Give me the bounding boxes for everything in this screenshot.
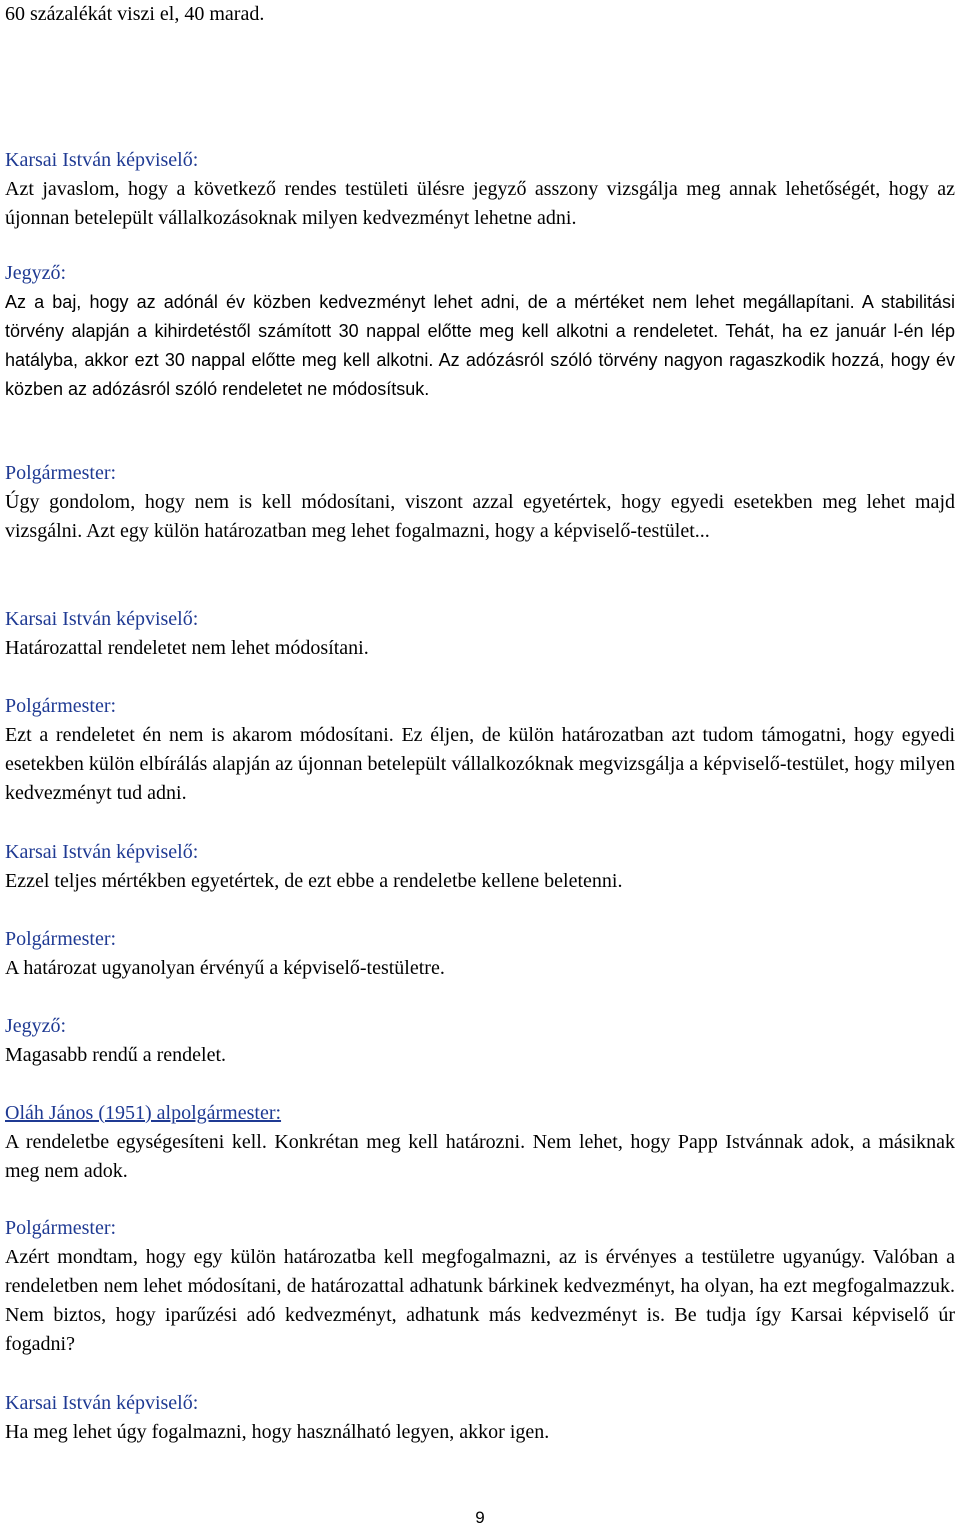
speaker-label: Polgármester: <box>5 695 117 717</box>
speaker-label: Karsai István képviselő: <box>5 841 199 863</box>
statement-text: Ha meg lehet úgy fogalmazni, hogy használható legyen, akkor igen. <box>5 1421 550 1443</box>
page-number: 9 <box>475 1508 485 1527</box>
statement-text: Ezzel teljes mértékben egyetértek, de ezt ebbe a rendeletbe kellene beletenni. <box>5 870 623 892</box>
statement-text: Ezt a rendeletet én nem is akarom módosítani. Ez éljen, de külön határozatban azt tudom támogatni, hogy egyedi esetekben külön elbírálás alapján az újonnan betelepült vállalkozóknak megvizsgálja a képviselő-testület, hogy milyen kedvezményt tud adni. <box>5 724 955 804</box>
entry-karsai-2 <box>5 605 955 663</box>
entry-polgarmester-2 <box>5 692 955 808</box>
speaker-label: Karsai István képviselő: <box>5 1392 199 1414</box>
statement-text: Azért mondtam, hogy egy külön határozatba kell megfogalmazni, az is érvényes a testületre ugyanúgy. Valóban a rendeletben nem lehet módosítani, de határozattal adhatunk bárkinek kedvezményt, ha olyan, ha ezt megfogalmazzuk. Nem biztos, hogy iparűzési adó kedvezményt, adhatunk más kedvezményt is. Be tudja így Karsai képviselő úr fogadni? <box>5 1246 955 1355</box>
entry-jegyzo-2 <box>5 1012 955 1070</box>
speaker-label: Polgármester: <box>5 928 117 950</box>
speaker-label: Karsai István képviselő: <box>5 149 199 171</box>
speaker-label: Polgármester: <box>5 462 117 484</box>
statement-text: Magasabb rendű a rendelet. <box>5 1044 227 1066</box>
entry-karsai-1 <box>5 146 955 233</box>
statement-text: A rendeletbe egységesíteni kell. Konkrétan meg kell határozni. Nem lehet, hogy Papp Istvánnak adok, a másiknak meg nem adok. <box>5 1131 955 1182</box>
entry-karsai-4 <box>5 1389 955 1447</box>
statement-text: Úgy gondolom, hogy nem is kell módosítani, viszont azzal egyetértek, hogy egyedi esetekben meg lehet majd vizsgálni. Azt egy külön határozatban meg lehet fogalmazni, hogy a képviselő-testület... <box>5 491 955 542</box>
speaker-label: Polgármester: <box>5 1217 117 1239</box>
entry-karsai-3 <box>5 838 955 896</box>
statement-text: Határozattal rendeletet nem lehet módosítani. <box>5 637 369 659</box>
statement-text: Azt javaslom, hogy a következő rendes testületi ülésre jegyző asszony vizsgálja meg annak lehetőségét, hogy az újonnan betelepült vállalkozásoknak milyen kedvezményt lehetne adni. <box>5 178 955 229</box>
entry-polgarmester-1 <box>5 459 955 546</box>
document-page <box>5 0 955 1443</box>
entry-polgarmester-4 <box>5 1214 955 1359</box>
speaker-label: Oláh János (1951) alpolgármester: <box>5 1102 282 1124</box>
statement-text: A határozat ugyanolyan érvényű a képviselő-testületre. <box>5 957 445 979</box>
intro-line: 60 százalékát viszi el, 40 marad. <box>5 3 265 25</box>
entry-alpolgarmester <box>5 1099 955 1186</box>
statement-text: Az a baj, hogy az adónál év közben kedvezményt lehet adni, de a mértéket nem lehet megállapítani. A stabilitási törvény alapján a kihirdetéstől számított 30 nappal előtte meg kell alkotni a rendeletet. Tehát, ha ez január l-én lép hatályba, akkor ezt 30 nappal előtte meg kell alkotni. Az adózásról szóló törvény nagyon ragaszkodik hozzá, hogy év közben az adózásról szóló rendeletet ne módosítsuk. <box>5 292 955 399</box>
speaker-label: Karsai István képviselő: <box>5 608 199 630</box>
speaker-label: Jegyző: <box>5 1015 67 1037</box>
speaker-label: Jegyző: <box>5 262 67 284</box>
entry-jegyzo-1 <box>5 259 955 404</box>
entry-polgarmester-3 <box>5 925 955 983</box>
